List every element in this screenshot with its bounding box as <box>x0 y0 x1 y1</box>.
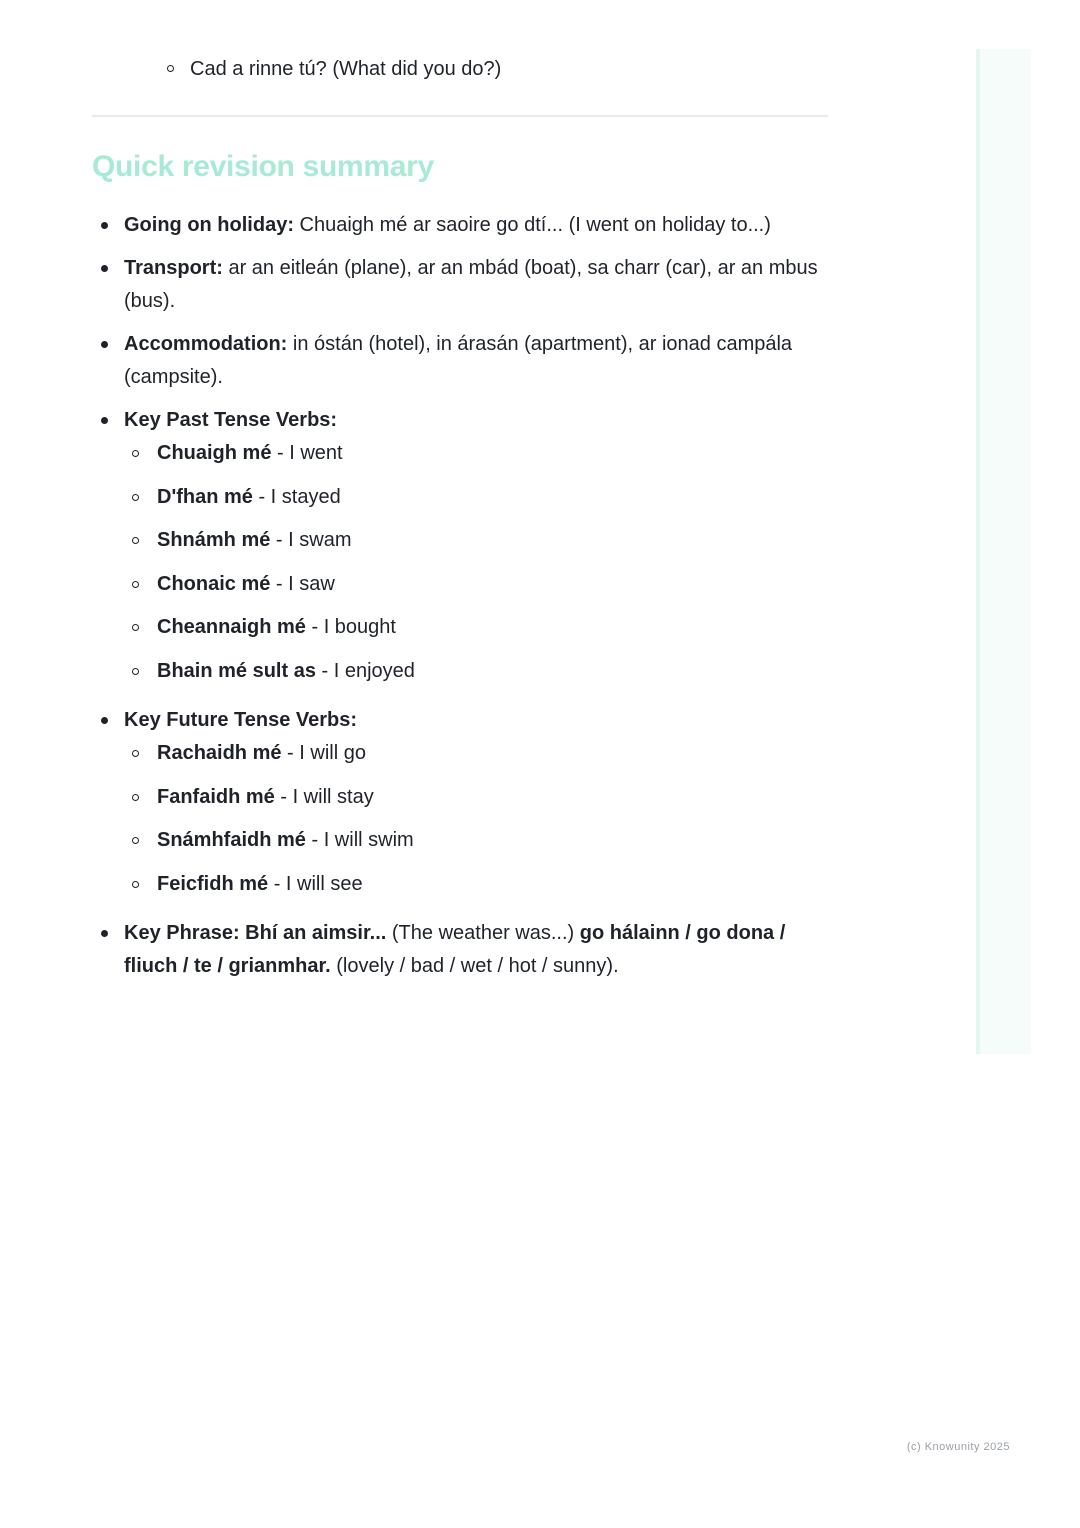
bullet-icon <box>101 930 108 937</box>
verb-english: - I bought <box>305 616 396 639</box>
verb-irish: Cheannaigh mé <box>157 616 306 639</box>
item-text: ar an eitleán (plane), ar an mbád (boat), sa charr (car), ar an mbus (bus). <box>124 257 818 312</box>
item-label: Transport: <box>124 257 223 279</box>
summary-list <box>92 209 832 993</box>
list-item-text: Cad a rinne tú? (What did you do?) <box>190 58 502 80</box>
item-label: Accommodation: <box>124 333 288 355</box>
section-divider <box>92 115 828 117</box>
summary-item-holiday <box>92 209 832 242</box>
verb-irish: Chonaic mé <box>157 572 271 595</box>
side-margin-strip <box>976 49 1031 1054</box>
verb-irish: Chuaigh mé <box>157 442 272 464</box>
verb-irish: D'fhan mé <box>157 485 253 508</box>
bullet-icon <box>101 341 108 348</box>
hollow-bullet-icon <box>132 581 139 588</box>
future-verbs-list <box>124 737 832 901</box>
verb-english: - I enjoyed <box>315 659 415 682</box>
hollow-bullet-icon <box>132 794 139 801</box>
copyright-footer: (c) Knowunity 2025 <box>906 1441 1010 1453</box>
list-item <box>124 737 832 770</box>
verb-irish: Snámhfaidh mé <box>157 829 306 852</box>
item-text: in óstán (hotel), in árasán (apartment), ar ionad campála (campsite). <box>124 333 793 388</box>
hollow-bullet-icon <box>132 624 139 631</box>
item-label: Going on holiday: <box>124 214 294 236</box>
summary-item-accommodation <box>92 328 832 394</box>
summary-item-transport <box>92 252 832 318</box>
bullet-icon <box>101 265 108 272</box>
summary-item-future-verbs <box>92 704 832 901</box>
verb-irish: Bhain mé sult as <box>157 659 316 682</box>
hollow-bullet-icon <box>132 537 139 544</box>
list-item <box>124 655 832 688</box>
summary-item-past-verbs <box>92 404 832 688</box>
verb-irish: Rachaidh mé <box>157 741 282 764</box>
item-text: Chuaigh mé ar saoire go dtí... (I went on holiday to...) <box>293 214 771 236</box>
verb-english: - I will swim <box>305 829 414 852</box>
phrase-options: go hálainn / go dona / fliuch / te / grianmhar. <box>124 921 786 977</box>
phrase-translation: (lovely / bad / wet / hot / sunny). <box>330 954 619 977</box>
hollow-bullet-icon <box>132 750 139 757</box>
verb-english: - I will see <box>268 872 363 895</box>
list-item <box>124 781 832 814</box>
list-item <box>124 481 832 514</box>
verb-irish: Fanfaidh mé <box>157 785 275 808</box>
hollow-bullet-icon <box>132 668 139 675</box>
previous-sublist <box>97 55 501 83</box>
verb-english: - I swam <box>270 529 352 552</box>
hollow-bullet-icon <box>167 65 174 72</box>
summary-item-key-phrase <box>92 917 832 983</box>
list-item <box>124 868 832 901</box>
list-item <box>124 611 832 644</box>
phrase-translation-intro: (The weather was...) <box>386 921 580 944</box>
list-item <box>124 437 832 470</box>
item-label: Key Future Tense Verbs: <box>124 708 358 731</box>
verb-english: - I went <box>271 442 343 464</box>
hollow-bullet-icon <box>132 494 139 501</box>
verb-irish: Feicfidh mé <box>157 872 269 895</box>
bullet-icon <box>101 222 108 229</box>
list-item <box>124 824 832 857</box>
bullet-icon <box>101 417 108 424</box>
list-item <box>124 524 832 557</box>
list-item <box>124 568 832 601</box>
item-label: Key Past Tense Verbs: <box>124 409 338 431</box>
hollow-bullet-icon <box>132 450 139 457</box>
verb-english: - I stayed <box>252 485 341 508</box>
verb-irish: Shnámh mé <box>157 529 271 552</box>
verb-english: - I will go <box>281 741 366 764</box>
hollow-bullet-icon <box>132 881 139 888</box>
item-label: Key Phrase: Bhí an aimsir... <box>124 921 387 944</box>
list-item <box>97 55 501 83</box>
verb-english: - I will stay <box>274 785 374 808</box>
hollow-bullet-icon <box>132 837 139 844</box>
verb-english: - I saw <box>270 572 335 595</box>
past-verbs-list <box>124 437 832 688</box>
bullet-icon <box>101 717 108 724</box>
section-title: Quick revision summary <box>92 150 434 183</box>
